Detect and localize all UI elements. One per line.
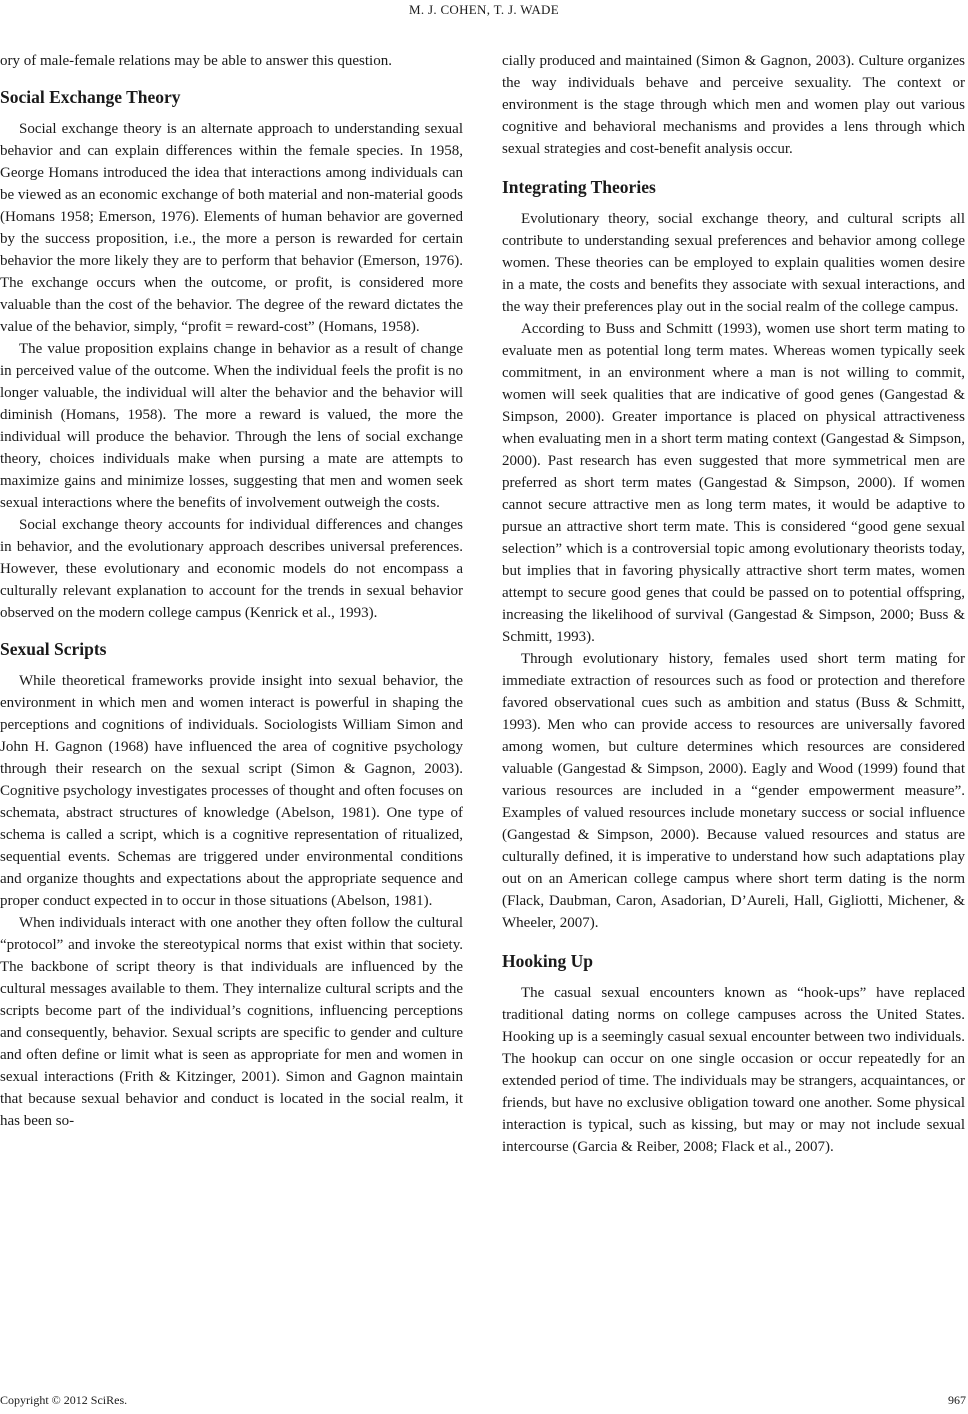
body-paragraph: The casual sexual encounters known as “hook-ups” have replaced traditional dating norms on college campuses across the United States. Hooking up is a seemingly casual sexual encounter between two individuals. The hookup can occur on one single occasion or occur repeatedly for an extended period of time. The individuals may be strangers, acquaintances, or friends, but have no exclusive obligation toward one another. Some physical interaction is typical, such as kissing, but may or may not include sexual intercourse (Garcia & Reiber, 2008; Flack et al., 2007). — [502, 985, 965, 1155]
section-heading-sexual-scripts: Sexual Scripts — [0, 639, 107, 659]
body-paragraph: When individuals interact with one another they often follow the cultural “protocol” and invoke the stereotypical norms that exist within that society. The backbone of script theory is that individuals are influenced by the cultural messages available to them. They internalize cultural scripts and the scripts become part of the individual’s cognitions, influencing perceptions and consequently, behavior. Sexual scripts are specific to gender and culture and often define or limit what is seen as appropriate for men and women in sexual interactions (Frith & Kitzinger, 2001). Simon and Gagnon maintain that because sexual behavior and conduct is located in the social realm, it has been so- — [0, 915, 463, 1129]
copyright-notice: Copyright © 2012 SciRes. — [0, 1393, 128, 1407]
body-paragraph: Social exchange theory accounts for individual differences and changes in behavior, and the evolutionary approach describes universal preferences. However, these evolutionary and economic models do not encompass a culturally relevant explanation to account for the trends in sexual behavior observed on the modern college campus (Kenrick et al., 1993). — [0, 517, 463, 621]
body-paragraph: Social exchange theory is an alternate approach to understanding sexual behavior and can explain differences within the female species. In 1958, George Homans introduced the idea that interactions among individuals can be viewed as an economic exchange of both material and non-material goods (Homans 1958; Emerson, 1976). Elements of human behavior are governed by the success proposition, i.e., the more a person is rewarded for certain behavior the more likely they are to perform that behavior (Emerson, 1976). The exchange occurs when the outcome, or profit, is considered more valuable than the cost of the behavior. The degree of the reward dictates the value of the behavior, simply, “profit = reward-cost” (Homans, 1958). — [0, 121, 463, 335]
continued-paragraph: cially produced and maintained (Simon & Gagnon, 2003). Culture organizes the way individuals behave and perceive sexuality. The context or environment is the stage through which men and women play out various cognitive and behavioral mechanisms and provides a lens through which sexual strategies and cost-benefit analysis occur. — [502, 53, 965, 157]
continued-paragraph: ory of male-female relations may be able to answer this question. — [0, 53, 392, 69]
body-paragraph: Evolutionary theory, social exchange theory, and cultural scripts all contribute to understanding sexual preferences and behavior among college women. These theories can be employed to explain qualities women desire in a mate, the costs and benefits they associate with sexual interactions, and the way their preferences play out in the social realm of the college campus. — [502, 211, 965, 315]
body-paragraph: The value proposition explains change in behavior as a result of change in perceived value of the outcome. When the individual feels the profit is no longer valuable, the individual will alter the behavior and the behavior will diminish (Homans, 1958). The more a reward is valued, the more the individual will produce the behavior. Through the lens of social exchange theory, choices individuals make when pursing a mate are attempts to maximize gains and minimize losses, suggesting that men and women seek sexual interactions where the benefits of involvement outweigh the costs. — [0, 341, 463, 511]
page-number: 967 — [948, 1393, 966, 1407]
left-column — [0, 50, 463, 1132]
running-head: M. J. COHEN, T. J. WADE — [409, 2, 559, 17]
section-heading-integrating-theories: Integrating Theories — [502, 177, 656, 197]
body-paragraph: According to Buss and Schmitt (1993), women use short term mating to evaluate men as potential long term mates. Whereas women typically seek commitment, in an environment where a man is not willing to commit, women will seek qualities that are indicative of good genes (Gangestad & Simpson, 2000). Greater importance is placed on physical attractiveness when evaluating men in a short term mating context (Gangestad & Simpson, 2000). Past research has even suggested that more symmetrical men are preferred as short term mates (Gangestad & Simpson, 2000). If women cannot secure attractive men as long term mates, it would be adaptive to pursue an attractive short term mate. This is considered “good gene sexual selection” which is a controversial topic among evolutionary theorists today, but implies that in favoring physically attractive short term mates, women attempt to secure good genes that could be passed on to potential offspring, increasing the likelihood of survival (Gangestad & Simpson, 2000; Buss & Schmitt, 1993). — [502, 321, 965, 645]
section-heading-hooking-up: Hooking Up — [502, 951, 593, 971]
right-column — [502, 50, 965, 1158]
section-heading-social-exchange: Social Exchange Theory — [0, 87, 181, 107]
body-paragraph: While theoretical frameworks provide insight into sexual behavior, the environment in which men and women interact is powerful in shaping the perceptions and cognitions of individuals. Sociologists William Simon and John H. Gagnon (1968) have influenced the area of cognitive psychology through their research on the sexual script (Simon & Gagnon, 2003). Cognitive psychology investigates processes of thought and often focuses on schemata, abstract structures of knowledge (Abelson, 1981). One type of schema is called a script, which is a cognitive representation of ritualized, sequential events. Schemas are triggered under environmental conditions and organize thoughts and expectations about the appropriate sequence and proper conduct expected in to occur in those situations (Abelson, 1981). — [0, 673, 463, 909]
body-paragraph: Through evolutionary history, females used short term mating for immediate extraction of resources such as food or protection and therefore favored observational cues such as ambition and status (Buss & Schmitt, 1993). Men who can provide access to resources are universally favored among women, but culture determines which resources are considered valuable (Gangestad & Simpson, 2000). Eagly and Wood (1999) found that various resources are included in a “gender empowerment measure”. Examples of valued resources include monetary success or social influence (Gangestad & Simpson, 2000). Because valued resources and status are culturally defined, it is imperative to understand how such adaptations play out on an American college campus where short term dating is the norm (Flack, Daubman, Caron, Asadorian, D’Aureli, Hall, Gigliotti, Michener, & Wheeler, 2007). — [502, 651, 965, 931]
